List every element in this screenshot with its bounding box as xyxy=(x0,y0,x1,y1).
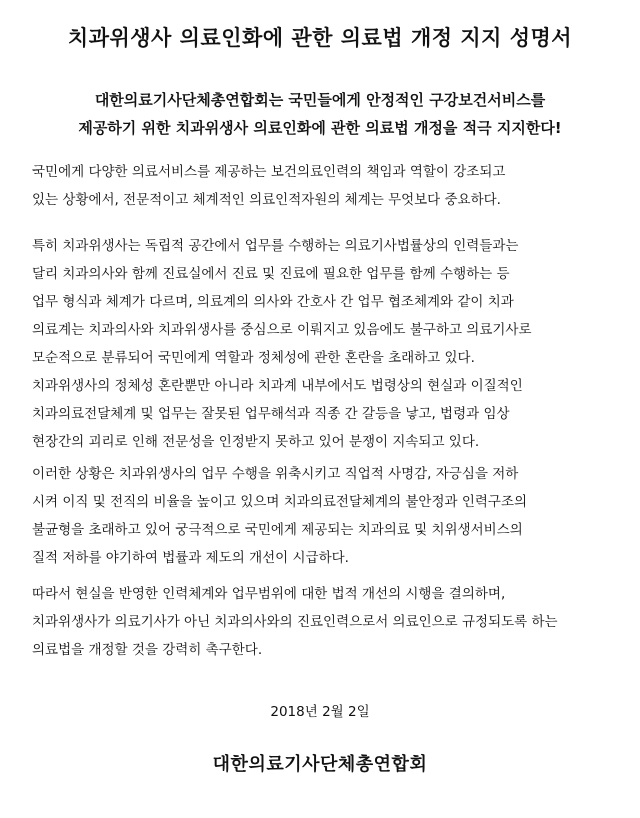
subtitle-line: 대한의료기사단체총연합회는 국민들에게 안정적인 구강보건서비스를 xyxy=(94,91,546,109)
statement-date: 2018년 2월 2일 xyxy=(270,704,370,720)
paragraph-3 xyxy=(32,372,608,456)
subtitle xyxy=(0,86,640,142)
paragraph-line: 치과의료전달체계 및 업무는 잘못된 업무해석과 직종 간 갈등을 낳고, 법령과 임상 xyxy=(32,406,510,422)
paragraph-line: 따라서 현실을 반영한 인력체계와 업무범위에 대한 법적 개선의 시행을 결의하며, xyxy=(32,586,506,602)
paragraph-line: 의료계는 치과의사와 치과위생사를 중심으로 이뤄지고 있음에도 불구하고 의료기사로 xyxy=(32,322,532,338)
paragraph-line: 시켜 이직 및 전직의 비율을 높이고 있으며 치과의료전달체계의 불안정과 인력구조의 xyxy=(32,494,528,510)
paragraph-line: 치과위생사가 의료기사가 아닌 치과의사와의 진료인력으로서 의료인으로 규정되도록 하는 xyxy=(32,614,558,630)
paragraph-line: 있는 상황에서, 전문적이고 체계적인 의료인적자원의 체계는 무엇보다 중요하다. xyxy=(32,192,501,208)
paragraph-line: 특히 치과위생사는 독립적 공간에서 업무를 수행하는 의료기사법률상의 인력들과는 xyxy=(32,238,519,254)
organization-name: 대한의료기사단체총연합회 xyxy=(212,754,428,775)
paragraph-1 xyxy=(32,158,608,214)
paragraph-line: 현장간의 괴리로 인해 전문성을 인정받지 못하고 있어 분쟁이 지속되고 있다. xyxy=(32,434,480,450)
paragraph-line: 업무 형식과 체계가 다르며, 의료계의 의사와 간호사 간 업무 협조체계와 같이 치과 xyxy=(32,294,514,310)
paragraph-line: 국민에게 다양한 의료서비스를 제공하는 보건의료인력의 책임과 역할이 강조되고 xyxy=(32,164,506,180)
paragraph-line: 달리 치과의사와 함께 진료실에서 진료 및 진료에 필요한 업무를 함께 수행하는 등 xyxy=(32,266,510,282)
page-title: 치과위생사 의료인화에 관한 의료법 개정 지지 성명서 xyxy=(67,26,573,50)
paragraph-line: 불균형을 초래하고 있어 궁극적으로 국민에게 제공되는 치과의료 및 치위생서비스의 xyxy=(32,522,523,538)
paragraph-line: 치과위생사의 정체성 혼란뿐만 아니라 치과계 내부에서도 법령상의 현실과 이질적인 xyxy=(32,378,523,394)
subtitle-line: 제공하기 위한 치과위생사 의료인화에 관한 의료법 개정을 적극 지지한다! xyxy=(78,119,562,137)
paragraph-4 xyxy=(32,460,608,572)
paragraph-5 xyxy=(32,580,608,664)
paragraph-line: 의료법을 개정할 것을 강력히 촉구한다. xyxy=(32,642,263,658)
paragraph-2 xyxy=(32,232,608,372)
paragraph-line: 모순적으로 분류되어 국민에게 역할과 정체성에 관한 혼란을 초래하고 있다. xyxy=(32,350,475,366)
paragraph-line: 질적 저하를 야기하여 법률과 제도의 개선이 시급하다. xyxy=(32,550,349,566)
paragraph-line: 이러한 상황은 치과위생사의 업무 수행을 위축시키고 직업적 사명감, 자긍심을 저하 xyxy=(32,466,519,482)
